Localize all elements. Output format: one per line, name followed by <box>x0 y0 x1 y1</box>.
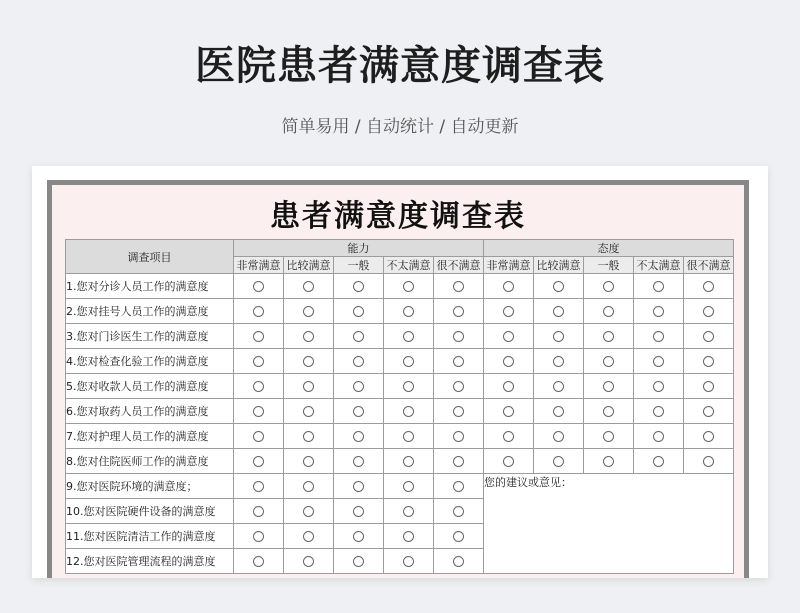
survey-item-label: 7.您对护理人员工作的满意度 <box>66 424 234 449</box>
survey-item-label: 1.您对分诊人员工作的满意度 <box>66 274 234 299</box>
ability-radio[interactable] <box>403 506 414 517</box>
table-row <box>66 474 734 499</box>
ability-radio-cell <box>434 274 484 299</box>
ability-radio[interactable] <box>253 506 264 517</box>
ability-radio-cell <box>234 424 284 449</box>
attitude-radio[interactable] <box>553 456 564 467</box>
attitude-radio-cell <box>684 274 734 299</box>
ability-radio[interactable] <box>303 381 314 392</box>
page-title: 医院患者满意度调查表 <box>195 43 605 89</box>
ability-radio-cell <box>384 274 434 299</box>
ability-radio[interactable] <box>303 531 314 542</box>
attitude-radio-cell <box>684 399 734 424</box>
attitude-radio-cell <box>534 424 584 449</box>
attitude-radio-cell <box>634 299 684 324</box>
ability-radio[interactable] <box>403 556 414 567</box>
ability-radio-cell <box>384 299 434 324</box>
ability-radio[interactable] <box>453 481 464 492</box>
ability-radio[interactable] <box>303 331 314 342</box>
ability-radio-cell <box>284 349 334 374</box>
ability-radio[interactable] <box>453 381 464 392</box>
ability-radio[interactable] <box>253 481 264 492</box>
attitude-radio-cell <box>684 349 734 374</box>
ability-radio-cell <box>434 399 484 424</box>
attitude-radio-cell <box>584 449 634 474</box>
table-row <box>66 299 734 324</box>
attitude-radio-cell <box>484 374 534 399</box>
ability-radio[interactable] <box>303 506 314 517</box>
ability-radio[interactable] <box>353 406 364 417</box>
ability-radio-cell <box>434 424 484 449</box>
ability-radio[interactable] <box>353 531 364 542</box>
attitude-radio[interactable] <box>703 356 714 367</box>
ability-radio[interactable] <box>453 331 464 342</box>
ability-radio[interactable] <box>303 456 314 467</box>
ability-radio[interactable] <box>353 556 364 567</box>
ability-radio[interactable] <box>453 406 464 417</box>
ability-radio-cell <box>334 499 384 524</box>
ability-radio[interactable] <box>253 456 264 467</box>
ability-radio-cell <box>234 274 284 299</box>
attitude-radio[interactable] <box>653 431 664 442</box>
attitude-radio[interactable] <box>553 431 564 442</box>
attitude-radio[interactable] <box>653 356 664 367</box>
ability-radio[interactable] <box>253 556 264 567</box>
attitude-radio-cell <box>534 274 584 299</box>
attitude-radio-cell <box>534 324 584 349</box>
ability-radio[interactable] <box>253 281 264 292</box>
attitude-radio-cell <box>484 449 534 474</box>
attitude-radio-cell <box>484 274 534 299</box>
ability-radio-cell <box>434 549 484 574</box>
ability-radio-cell <box>234 474 284 499</box>
ability-radio[interactable] <box>253 306 264 317</box>
ability-radio-cell <box>434 324 484 349</box>
ability-radio[interactable] <box>303 556 314 567</box>
ability-radio-cell <box>334 374 384 399</box>
ability-radio[interactable] <box>303 406 314 417</box>
attitude-radio[interactable] <box>703 331 714 342</box>
attitude-radio-cell <box>584 349 634 374</box>
ability-radio[interactable] <box>353 331 364 342</box>
option-header: 不太满意 <box>634 257 684 274</box>
ability-radio[interactable] <box>353 381 364 392</box>
ability-radio-cell <box>434 499 484 524</box>
option-header: 很不满意 <box>434 257 484 274</box>
ability-radio-cell <box>334 449 384 474</box>
ability-radio[interactable] <box>303 431 314 442</box>
ability-radio[interactable] <box>303 481 314 492</box>
ability-radio[interactable] <box>403 331 414 342</box>
attitude-radio-cell <box>634 449 684 474</box>
attitude-radio[interactable] <box>653 406 664 417</box>
attitude-radio[interactable] <box>653 381 664 392</box>
attitude-radio[interactable] <box>653 281 664 292</box>
ability-radio-cell <box>234 299 284 324</box>
attitude-radio[interactable] <box>503 381 514 392</box>
ability-radio[interactable] <box>403 531 414 542</box>
ability-radio-cell <box>384 524 434 549</box>
attitude-radio-cell <box>484 349 534 374</box>
ability-radio[interactable] <box>453 531 464 542</box>
attitude-radio-cell <box>634 399 684 424</box>
ability-radio[interactable] <box>453 456 464 467</box>
attitude-radio-cell <box>584 424 634 449</box>
ability-radio-cell <box>384 499 434 524</box>
ability-radio[interactable] <box>453 306 464 317</box>
option-header: 一般 <box>334 257 384 274</box>
ability-radio-cell <box>234 399 284 424</box>
ability-radio[interactable] <box>303 281 314 292</box>
group-header-attitude: 态度 <box>484 240 734 257</box>
attitude-radio[interactable] <box>503 281 514 292</box>
ability-radio[interactable] <box>403 481 414 492</box>
ability-radio[interactable] <box>453 556 464 567</box>
option-header: 比较满意 <box>534 257 584 274</box>
attitude-radio[interactable] <box>503 356 514 367</box>
attitude-radio-cell <box>534 399 584 424</box>
attitude-radio[interactable] <box>603 281 614 292</box>
survey-item-label: 3.您对门诊医生工作的满意度 <box>66 324 234 349</box>
survey-item-label: 8.您对住院医师工作的满意度 <box>66 449 234 474</box>
suggestion-label: 您的建议或意见： <box>484 476 572 489</box>
ability-radio[interactable] <box>353 281 364 292</box>
ability-radio[interactable] <box>253 381 264 392</box>
survey-item-label: 11.您对医院清洁工作的满意度 <box>66 524 234 549</box>
attitude-radio-cell <box>584 399 634 424</box>
ability-radio-cell <box>284 399 334 424</box>
spreadsheet-frame <box>47 180 749 578</box>
attitude-radio-cell <box>584 274 634 299</box>
attitude-radio[interactable] <box>603 431 614 442</box>
table-row <box>66 274 734 299</box>
table-row <box>66 399 734 424</box>
attitude-radio-cell <box>684 424 734 449</box>
ability-radio-cell <box>284 449 334 474</box>
survey-item-label: 9.您对医院环境的满意度； <box>66 474 234 499</box>
survey-item-label: 5.您对收款人员工作的满意度 <box>66 374 234 399</box>
ability-radio-cell <box>334 299 384 324</box>
ability-radio-cell <box>384 349 434 374</box>
attitude-radio[interactable] <box>553 281 564 292</box>
attitude-radio-cell <box>684 324 734 349</box>
attitude-radio[interactable] <box>553 331 564 342</box>
ability-radio[interactable] <box>403 306 414 317</box>
attitude-radio-cell <box>634 374 684 399</box>
attitude-radio-cell <box>684 374 734 399</box>
ability-radio[interactable] <box>253 331 264 342</box>
survey-item-label: 2.您对挂号人员工作的满意度 <box>66 299 234 324</box>
ability-radio-cell <box>234 374 284 399</box>
ability-radio-cell <box>434 449 484 474</box>
attitude-radio[interactable] <box>603 306 614 317</box>
ability-radio-cell <box>384 399 434 424</box>
table-row <box>66 449 734 474</box>
attitude-radio-cell <box>534 374 584 399</box>
attitude-radio-cell <box>584 299 634 324</box>
ability-radio-cell <box>384 549 434 574</box>
ability-radio[interactable] <box>253 431 264 442</box>
ability-radio[interactable] <box>253 531 264 542</box>
attitude-radio[interactable] <box>553 406 564 417</box>
ability-radio-cell <box>384 324 434 349</box>
ability-radio[interactable] <box>403 456 414 467</box>
page-subtitle: 简单易用 / 自动统计 / 自动更新 <box>281 117 519 137</box>
attitude-radio-cell <box>484 299 534 324</box>
ability-radio-cell <box>384 449 434 474</box>
ability-radio-cell <box>284 524 334 549</box>
ability-radio[interactable] <box>353 506 364 517</box>
spreadsheet <box>52 185 744 578</box>
ability-radio-cell <box>234 549 284 574</box>
ability-radio-cell <box>334 474 384 499</box>
attitude-radio[interactable] <box>653 306 664 317</box>
attitude-radio-cell <box>484 324 534 349</box>
attitude-radio-cell <box>634 349 684 374</box>
preview-card <box>32 166 768 578</box>
ability-radio-cell <box>434 349 484 374</box>
ability-radio-cell <box>334 349 384 374</box>
attitude-radio-cell <box>634 274 684 299</box>
ability-radio-cell <box>234 524 284 549</box>
attitude-radio[interactable] <box>553 356 564 367</box>
ability-radio-cell <box>284 274 334 299</box>
attitude-radio[interactable] <box>703 281 714 292</box>
attitude-radio[interactable] <box>703 431 714 442</box>
ability-radio-cell <box>334 424 384 449</box>
attitude-radio[interactable] <box>603 356 614 367</box>
ability-radio[interactable] <box>453 281 464 292</box>
table-row <box>66 424 734 449</box>
ability-radio-cell <box>284 299 334 324</box>
attitude-radio-cell <box>584 374 634 399</box>
ability-radio[interactable] <box>403 406 414 417</box>
option-header: 非常满意 <box>234 257 284 274</box>
option-header: 很不满意 <box>684 257 734 274</box>
ability-radio[interactable] <box>303 356 314 367</box>
attitude-radio-cell <box>634 424 684 449</box>
ability-radio-cell <box>284 499 334 524</box>
ability-radio-cell <box>234 499 284 524</box>
ability-radio[interactable] <box>403 281 414 292</box>
survey-item-label: 6.您对取药人员工作的满意度 <box>66 399 234 424</box>
attitude-radio[interactable] <box>553 381 564 392</box>
attitude-radio[interactable] <box>603 381 614 392</box>
ability-radio[interactable] <box>353 481 364 492</box>
ability-radio-cell <box>434 374 484 399</box>
attitude-radio[interactable] <box>703 406 714 417</box>
option-header: 不太满意 <box>384 257 434 274</box>
attitude-radio[interactable] <box>503 406 514 417</box>
ability-radio[interactable] <box>453 431 464 442</box>
ability-radio-cell <box>284 549 334 574</box>
attitude-radio-cell <box>684 299 734 324</box>
attitude-radio-cell <box>534 349 584 374</box>
ability-radio[interactable] <box>403 356 414 367</box>
attitude-radio-cell <box>484 424 534 449</box>
ability-radio-cell <box>334 549 384 574</box>
ability-radio-cell <box>434 474 484 499</box>
ability-radio-cell <box>284 324 334 349</box>
attitude-radio[interactable] <box>703 456 714 467</box>
ability-radio-cell <box>384 424 434 449</box>
option-header: 一般 <box>584 257 634 274</box>
attitude-radio[interactable] <box>503 306 514 317</box>
ability-radio-cell <box>334 524 384 549</box>
ability-radio[interactable] <box>353 356 364 367</box>
ability-radio-cell <box>234 324 284 349</box>
ability-radio-cell <box>384 374 434 399</box>
attitude-radio-cell <box>534 449 584 474</box>
ability-radio-cell <box>434 299 484 324</box>
survey-item-label: 4.您对检查化验工作的满意度 <box>66 349 234 374</box>
attitude-radio[interactable] <box>653 331 664 342</box>
ability-radio[interactable] <box>453 356 464 367</box>
attitude-radio[interactable] <box>503 431 514 442</box>
survey-table <box>65 239 734 574</box>
ability-radio-cell <box>434 524 484 549</box>
ability-radio[interactable] <box>353 456 364 467</box>
ability-radio[interactable] <box>403 381 414 392</box>
group-header-ability: 能力 <box>234 240 484 257</box>
attitude-radio-cell <box>484 399 534 424</box>
attitude-radio-cell <box>584 324 634 349</box>
ability-radio[interactable] <box>253 406 264 417</box>
attitude-radio[interactable] <box>553 306 564 317</box>
ability-radio-cell <box>234 449 284 474</box>
attitude-radio[interactable] <box>653 456 664 467</box>
table-row <box>66 324 734 349</box>
ability-radio[interactable] <box>453 506 464 517</box>
ability-radio[interactable] <box>303 306 314 317</box>
attitude-radio-cell <box>534 299 584 324</box>
ability-radio-cell <box>234 349 284 374</box>
attitude-radio-cell <box>634 324 684 349</box>
option-header: 比较满意 <box>284 257 334 274</box>
ability-radio-cell <box>334 399 384 424</box>
attitude-radio[interactable] <box>503 456 514 467</box>
attitude-radio[interactable] <box>703 381 714 392</box>
ability-radio-cell <box>334 274 384 299</box>
attitude-radio[interactable] <box>703 306 714 317</box>
option-header: 非常满意 <box>484 257 534 274</box>
ability-radio[interactable] <box>403 431 414 442</box>
survey-item-label: 12.您对医院管理流程的满意度 <box>66 549 234 574</box>
ability-radio-cell <box>334 324 384 349</box>
attitude-radio[interactable] <box>603 331 614 342</box>
table-row <box>66 349 734 374</box>
ability-radio[interactable] <box>353 306 364 317</box>
ability-radio-cell <box>284 374 334 399</box>
attitude-radio[interactable] <box>603 406 614 417</box>
ability-radio-cell <box>284 474 334 499</box>
attitude-radio-cell <box>684 449 734 474</box>
attitude-radio[interactable] <box>503 331 514 342</box>
ability-radio-cell <box>384 474 434 499</box>
table-row <box>66 374 734 399</box>
suggestion-box[interactable] <box>484 474 734 574</box>
attitude-radio[interactable] <box>603 456 614 467</box>
ability-radio[interactable] <box>353 431 364 442</box>
sheet-title: 患者满意度调查表 <box>270 199 526 234</box>
ability-radio[interactable] <box>253 356 264 367</box>
survey-item-label: 10.您对医院硬件设备的满意度 <box>66 499 234 524</box>
item-column-header: 调查项目 <box>66 240 234 274</box>
ability-radio-cell <box>284 424 334 449</box>
